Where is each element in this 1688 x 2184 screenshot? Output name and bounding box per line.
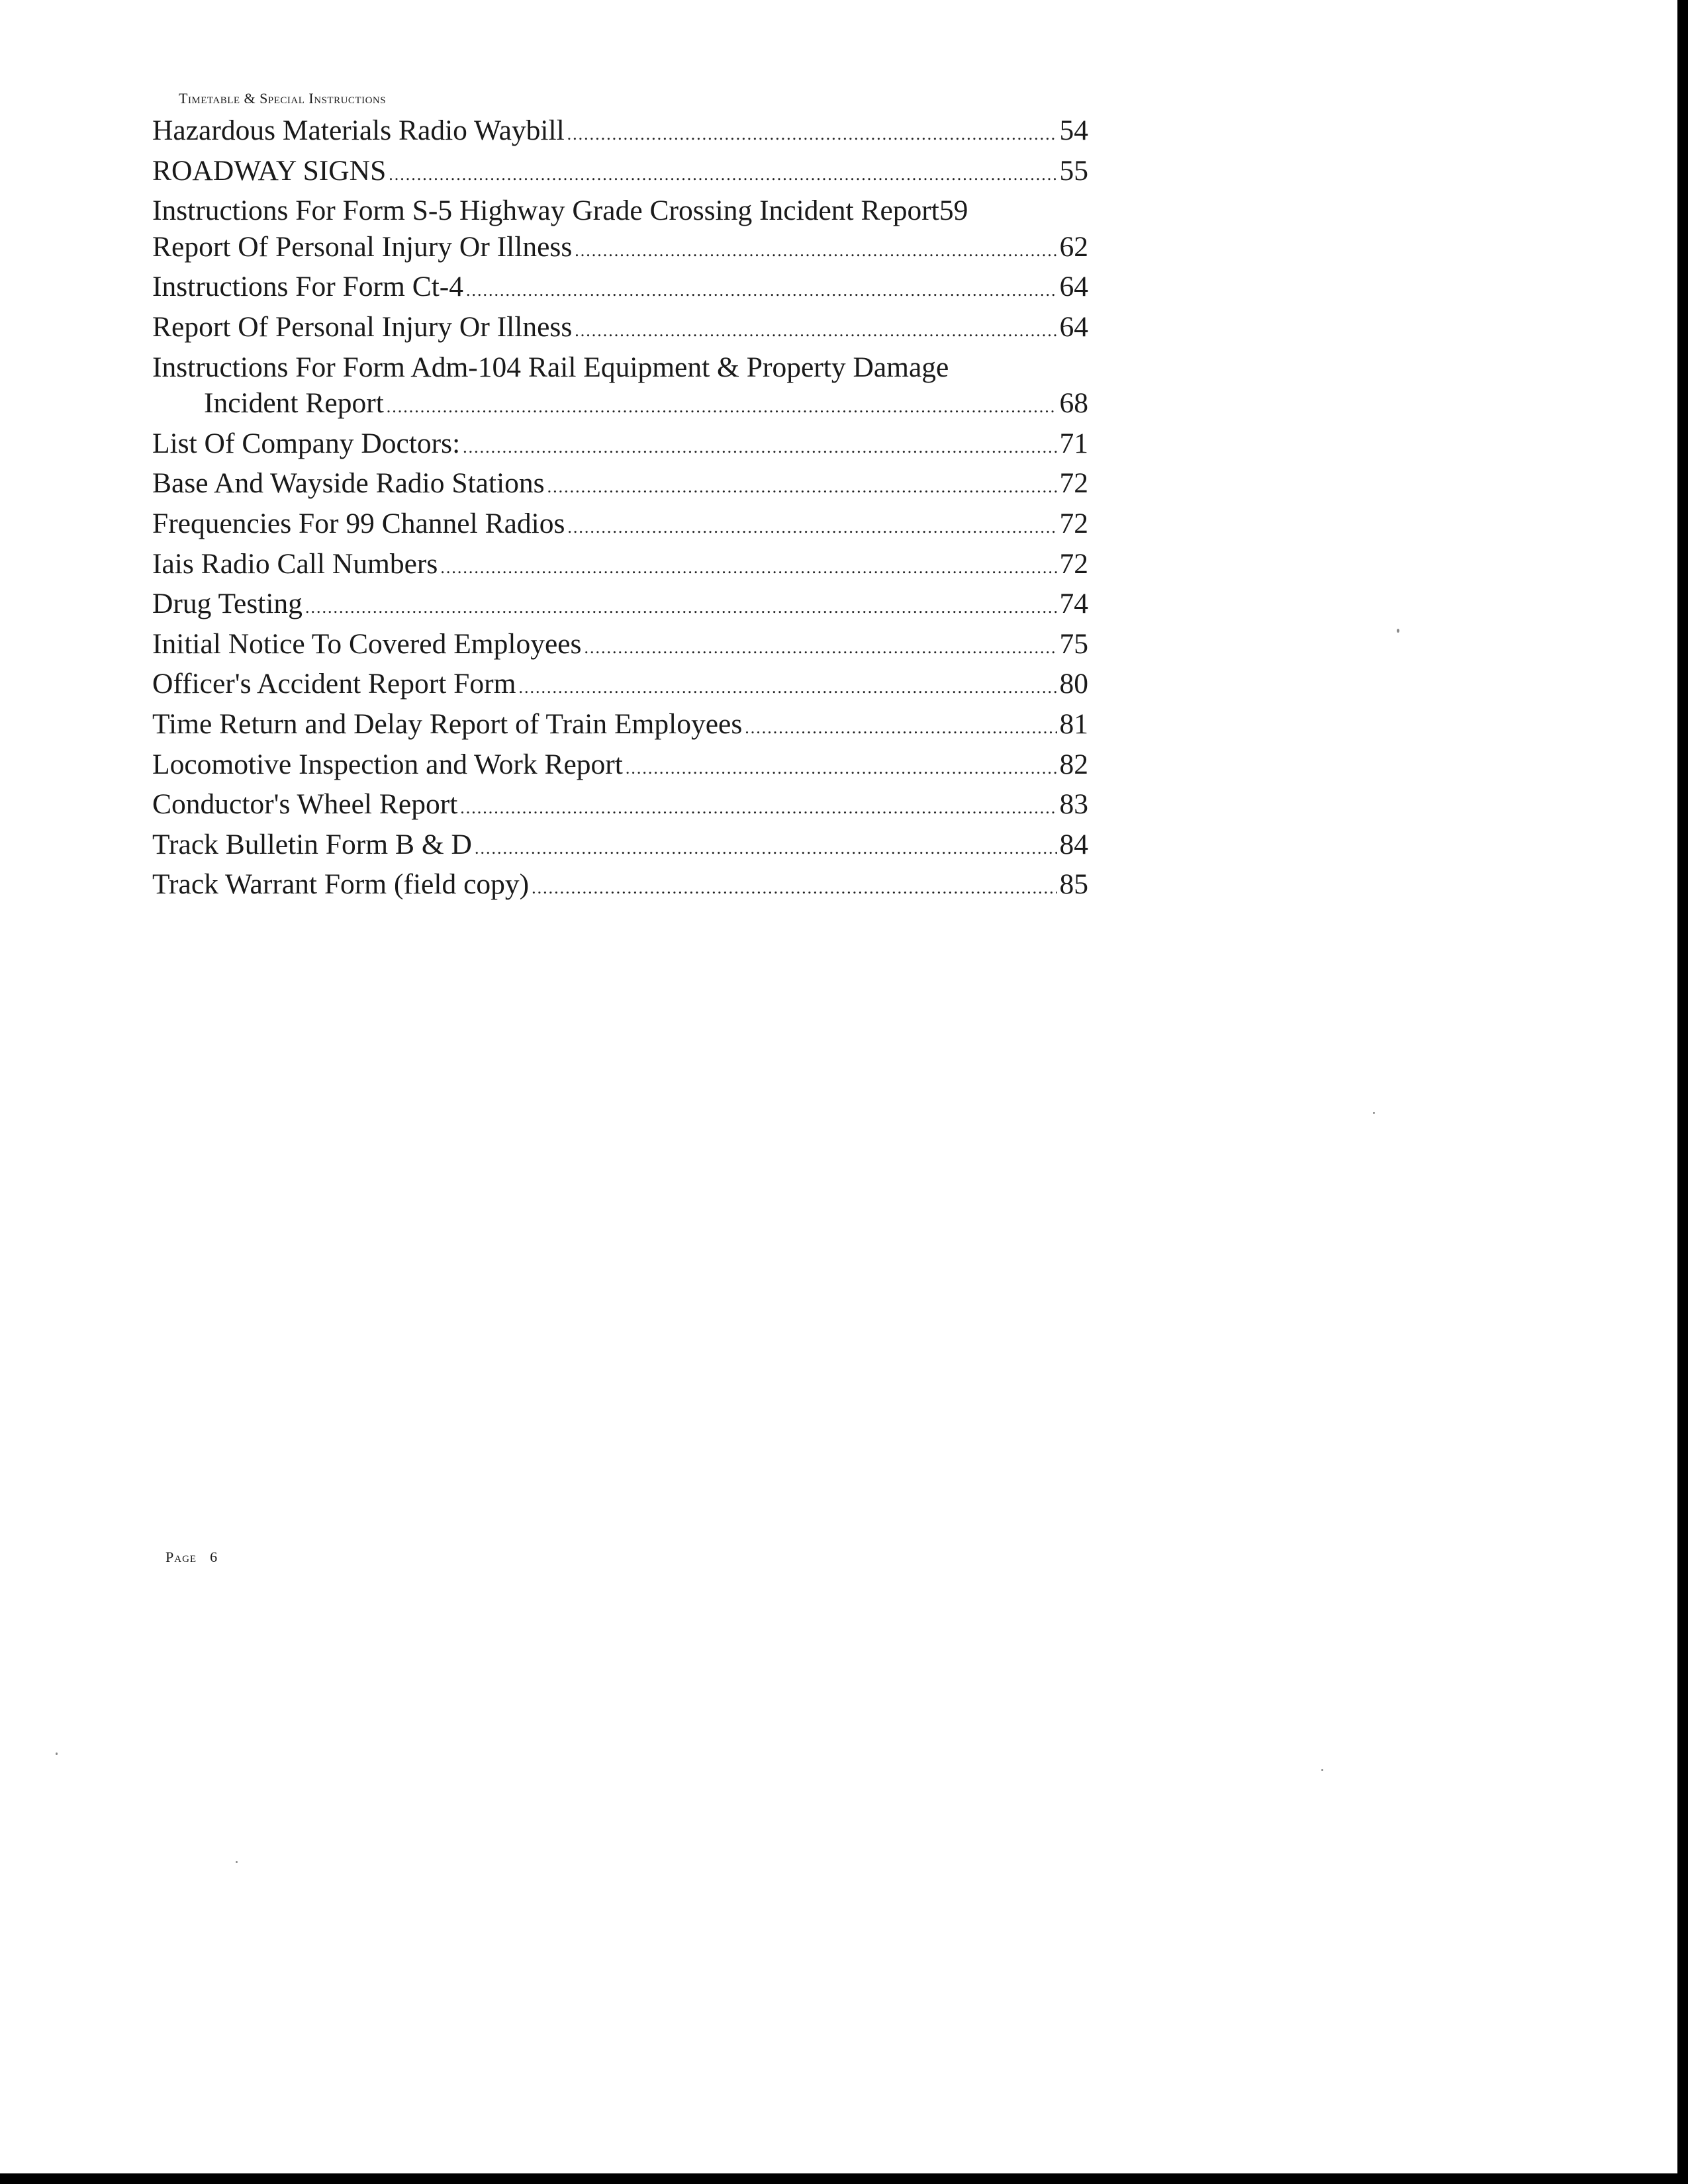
toc-entry-page: 81: [1059, 707, 1088, 740]
toc-entry-page: 68: [1059, 387, 1088, 420]
toc-entry-page: 64: [1059, 271, 1088, 303]
toc-dot-leader: [567, 116, 1057, 153]
page-footer: [165, 1549, 218, 1566]
toc-entry: [152, 269, 1088, 309]
toc-entry-title: Hazardous Materials Radio Waybill: [152, 114, 565, 146]
toc-entry: [152, 229, 1088, 269]
toc-entry: [152, 113, 1088, 153]
toc-dot-leader: [387, 389, 1057, 426]
toc-entry-title: Initial Notice To Covered Employees: [152, 627, 582, 660]
scan-speck: [1373, 1112, 1375, 1114]
toc-entry: [152, 309, 1088, 349]
scan-speck: [1321, 1769, 1323, 1771]
toc-entry: [152, 626, 1088, 666]
toc-entry-page: 72: [1059, 507, 1088, 539]
toc-entry-title: Report Of Personal Injury Or Illness: [152, 230, 573, 263]
toc-entry: [152, 385, 1088, 426]
toc-entry-title: List Of Company Doctors:: [152, 427, 461, 459]
toc-entry-title: Locomotive Inspection and Work Report: [152, 748, 623, 780]
toc-entry-page: 59: [939, 195, 968, 227]
toc-entry-page: 72: [1059, 467, 1088, 500]
toc-entry-title: Report Of Personal Injury Or Illness: [152, 310, 573, 343]
page-label: Page: [165, 1549, 197, 1565]
toc-entry-title: Base And Wayside Radio Stations: [152, 467, 545, 500]
toc-entry: [152, 506, 1088, 546]
toc-entry-title: Iais Radio Call Numbers: [152, 547, 438, 580]
toc-entry-page: 84: [1059, 828, 1088, 860]
toc-entry-title: Time Return and Delay Report of Train Employees: [152, 707, 743, 740]
toc-dot-leader: [463, 430, 1056, 466]
toc-dot-leader: [585, 630, 1057, 666]
toc-entry-title: Officer's Accident Report Form: [152, 668, 516, 700]
scan-border-bottom: [0, 2173, 1688, 2184]
page-number: 6: [210, 1549, 218, 1565]
toc-entry: [152, 747, 1088, 787]
scan-speck: [236, 1861, 238, 1863]
toc-dot-leader: [532, 870, 1056, 907]
toc-entry: [152, 426, 1088, 466]
toc-dot-leader: [745, 710, 1056, 747]
toc-entry-page: 71: [1059, 427, 1088, 459]
toc-entry-title: Drug Testing: [152, 588, 303, 620]
toc-entry-title: Incident Report: [204, 387, 384, 420]
toc-dot-leader: [389, 157, 1056, 193]
toc-entry-page: 85: [1059, 868, 1088, 901]
table-of-contents: [152, 113, 1088, 907]
toc-entry: [152, 666, 1088, 706]
toc-entry-page: 55: [1059, 154, 1088, 187]
toc-entry-title: Instructions For Form S-5 Highway Grade Crossing Incident Report: [152, 195, 939, 227]
scan-speck: [56, 1752, 58, 1755]
toc-dot-leader: [460, 790, 1056, 827]
toc-entry: [152, 153, 1088, 193]
toc-entry: [152, 706, 1088, 747]
toc-dot-leader: [305, 590, 1057, 626]
toc-entry-first-line: Instructions For Form Adm-104 Rail Equipment & Property Damage: [152, 351, 949, 383]
toc-entry-title: Conductor's Wheel Report: [152, 788, 458, 821]
toc-entry-title: ROADWAY SIGNS: [152, 154, 387, 187]
toc-dot-leader: [440, 550, 1056, 586]
toc-entry-page: 54: [1059, 114, 1088, 146]
toc-dot-leader: [575, 313, 1056, 349]
toc-dot-leader: [547, 469, 1057, 506]
toc-entry-page: 74: [1059, 588, 1088, 620]
scan-speck: [1397, 629, 1399, 633]
toc-entry: [152, 827, 1088, 867]
toc-dot-leader: [466, 273, 1056, 309]
toc-entry: [152, 193, 1088, 229]
toc-entry-page: 75: [1059, 627, 1088, 660]
toc-entry-title: Frequencies For 99 Channel Radios: [152, 507, 565, 539]
toc-entry-title: Track Bulletin Form B & D: [152, 828, 472, 860]
toc-entry: [152, 786, 1088, 827]
toc-entry: [152, 465, 1088, 506]
toc-entry: [152, 586, 1088, 626]
scan-border-right: [1677, 0, 1688, 2184]
running-head: Timetable & Special Instructions: [179, 90, 387, 107]
toc-entry-page: 80: [1059, 668, 1088, 700]
toc-entry-page: 62: [1059, 230, 1088, 263]
toc-dot-leader: [567, 510, 1056, 546]
toc-entry-page: 82: [1059, 748, 1088, 780]
toc-dot-leader: [518, 670, 1056, 706]
toc-dot-leader: [626, 751, 1057, 787]
toc-entry-page: 72: [1059, 547, 1088, 580]
toc-dot-leader: [475, 831, 1057, 867]
toc-entry-page: 64: [1059, 310, 1088, 343]
toc-dot-leader: [575, 233, 1056, 269]
toc-entry-page: 83: [1059, 788, 1088, 821]
toc-entry-title: Track Warrant Form (field copy): [152, 868, 530, 901]
toc-entry: [152, 546, 1088, 586]
toc-entry-title: Instructions For Form Ct-4: [152, 271, 464, 303]
toc-entry: [152, 866, 1088, 907]
